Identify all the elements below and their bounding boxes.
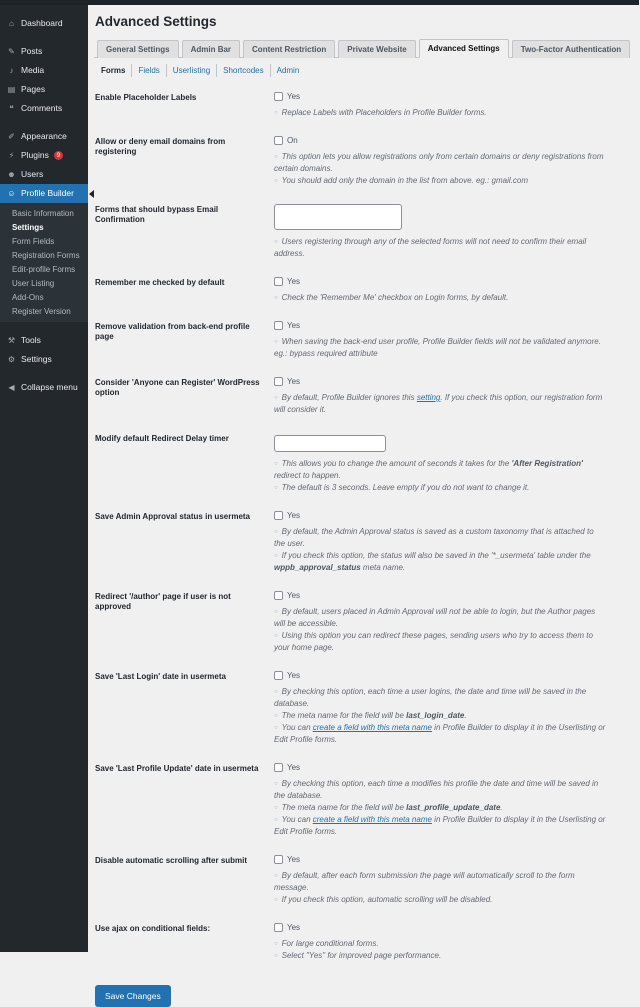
profile-builder-submenu xyxy=(0,203,88,322)
allow-deny-email-domains-option xyxy=(274,136,630,145)
setting-description xyxy=(274,686,606,746)
tab-two-factor-authentication[interactable]: Two-Factor Authentication xyxy=(512,40,630,58)
setting-description xyxy=(274,870,606,906)
setting-label: Save 'Last Login' date in usermeta xyxy=(95,672,226,681)
bullet-icon: ○ xyxy=(274,689,278,695)
tab-admin-bar[interactable]: Admin Bar xyxy=(182,40,240,58)
description-link[interactable]: create a field with this meta name xyxy=(312,815,432,824)
description-line: ○ By checking this option, each time a user logins, the date and time will be saved in the database. xyxy=(274,687,587,708)
sidebar-subitem-edit-profile-forms[interactable]: Edit-profile Forms xyxy=(12,264,76,274)
sidebar-item-label: Comments xyxy=(21,103,63,113)
sidebar-item-dashboard[interactable] xyxy=(0,14,88,33)
enable-placeholder-labels-option xyxy=(274,92,630,101)
disable-auto-scrolling-checkbox[interactable] xyxy=(274,855,283,864)
brush-icon: ✐ xyxy=(8,132,15,141)
bullet-icon: ○ xyxy=(274,633,278,639)
dashboard-icon: ⌂ xyxy=(9,19,14,28)
bullet-icon: ○ xyxy=(274,713,278,719)
setting-row-disable-auto-scrolling xyxy=(95,855,630,906)
bullet-icon: ○ xyxy=(274,178,278,184)
setting-row-redirect-delay-timer xyxy=(95,433,630,494)
description-line: ○ This option lets you allow registrations only from certain domains or deny registrations from certain domains. xyxy=(274,152,604,173)
sidebar-item-posts[interactable] xyxy=(0,42,88,61)
tab-content-restriction[interactable]: Content Restriction xyxy=(243,40,335,58)
sidebar-item-label: Profile Builder xyxy=(21,188,74,198)
wrench-icon: ⚒ xyxy=(7,336,16,345)
bullet-icon: ○ xyxy=(274,110,278,116)
admin-sidebar xyxy=(0,5,88,952)
sidebar-item-label: Posts xyxy=(21,46,43,56)
bullet-icon: ○ xyxy=(274,239,278,245)
description-line: ○ Select "Yes" for improved page performance. xyxy=(274,951,442,960)
setting-control xyxy=(274,511,630,574)
checkbox-label: Yes xyxy=(287,923,301,932)
setting-row-last-profile-update-usermeta xyxy=(95,763,630,838)
description-line: ○ Check the 'Remember Me' checkbox on Login forms, by default. xyxy=(274,293,509,302)
description-line: ○ You should add only the domain in the list from above. eg.: gmail.com xyxy=(274,176,528,185)
checkbox-label: Yes xyxy=(287,92,301,101)
setting-row-allow-deny-email-domains xyxy=(95,136,630,187)
remember-me-default-option xyxy=(274,277,630,286)
description-link[interactable]: setting xyxy=(416,393,441,402)
sidebar-item-label: Plugins xyxy=(21,150,49,160)
description-line: ○ Users registering through any of the selected forms will not need to confirm their email address. xyxy=(274,237,587,258)
setting-label: Remove validation from back-end profile page xyxy=(95,322,250,341)
pages-icon: ▤ xyxy=(7,85,16,94)
bullet-icon: ○ xyxy=(274,553,278,559)
anyone-can-register-checkbox[interactable] xyxy=(274,377,283,386)
setting-control xyxy=(274,92,630,119)
bullet-icon: ○ xyxy=(274,873,278,879)
sidebar-item-label: Collapse menu xyxy=(21,382,78,392)
setting-label: Save 'Last Profile Update' date in usermeta xyxy=(95,764,259,773)
setting-label: Save Admin Approval status in usermeta xyxy=(95,512,251,521)
description-bold-text: 'After Registration' xyxy=(511,459,583,468)
settings-page xyxy=(88,5,640,1001)
checkbox-label: Yes xyxy=(287,511,301,520)
sidebar-item-label: Pages xyxy=(21,84,46,94)
setting-label: Allow or deny email domains from registering xyxy=(95,137,226,156)
setting-control xyxy=(274,923,630,962)
description-line: ○ This allows you to change the amount of seconds it takes for the 'After Registration' redirect to happen. xyxy=(274,459,583,480)
subtab-userlisting[interactable]: Userlisting xyxy=(167,64,217,77)
setting-description xyxy=(274,392,606,416)
checkbox-label: Yes xyxy=(287,321,301,330)
description-line: ○ If you check this option, automatic scrolling will be disabled. xyxy=(274,895,493,904)
setting-row-remember-me-default xyxy=(95,277,630,304)
last-login-usermeta-option xyxy=(274,671,630,680)
description-line: ○ For large conditional forms. xyxy=(274,939,379,948)
admin-approval-usermeta-checkbox[interactable] xyxy=(274,511,283,520)
setting-label: Enable Placeholder Labels xyxy=(95,93,197,102)
subtab-admin[interactable]: Admin xyxy=(276,66,300,75)
setting-row-admin-approval-usermeta xyxy=(95,511,630,574)
setting-control xyxy=(274,321,630,360)
bullet-icon: ○ xyxy=(274,941,278,947)
description-line: ○ By default, Profile Builder ignores this setting. If you check this option, our registration form will consider it. xyxy=(274,393,603,414)
remember-me-default-checkbox[interactable] xyxy=(274,277,283,286)
setting-control xyxy=(274,277,630,304)
bullet-icon: ○ xyxy=(274,897,278,903)
subtab-forms[interactable]: Forms xyxy=(95,64,132,77)
setting-control xyxy=(274,377,630,416)
sidebar-item-label: Tools xyxy=(21,335,41,345)
subtab-shortcodes[interactable]: Shortcodes xyxy=(217,64,270,77)
comment-icon: ❝ xyxy=(9,104,14,113)
checkbox-label: Yes xyxy=(287,763,301,772)
tab-private-website[interactable]: Private Website xyxy=(338,40,415,58)
description-bold-text: last_profile_update_date xyxy=(406,803,501,812)
bypass-email-confirmation-select[interactable] xyxy=(274,204,402,230)
person-icon: ☺ xyxy=(7,189,16,198)
sidebar-item-pages[interactable] xyxy=(0,80,88,99)
gear-icon: ⚙ xyxy=(7,355,16,364)
redirect-author-page-checkbox[interactable] xyxy=(274,591,283,600)
anyone-can-register-option xyxy=(274,377,630,386)
bullet-icon: ○ xyxy=(274,529,278,535)
bullet-icon: ○ xyxy=(274,805,278,811)
users-icon: ☻ xyxy=(7,170,16,179)
description-line: ○ If you check this option, the status will also be saved in the '*_usermeta' table under the wppb_approval_status meta name. xyxy=(274,551,591,572)
description-link[interactable]: create a field with this meta name xyxy=(312,723,432,732)
description-line: ○ The default is 3 seconds. Leave empty if you do not want to change it. xyxy=(274,483,530,492)
setting-description xyxy=(274,292,606,304)
sidebar-item-tools[interactable] xyxy=(0,331,88,350)
bullet-icon: ○ xyxy=(274,154,278,160)
description-line: ○ When saving the back-end user profile, Profile Builder fields will not be validated anymore. eg.: bypass required attribute xyxy=(274,337,601,358)
description-line: ○ The meta name for the field will be last_login_date. xyxy=(274,711,467,720)
sidebar-item-label: Users xyxy=(21,169,44,179)
remove-backend-validation-option xyxy=(274,321,630,330)
redirect-delay-timer-input[interactable] xyxy=(274,435,386,452)
bullet-icon: ○ xyxy=(274,817,278,823)
setting-row-last-login-usermeta xyxy=(95,671,630,746)
description-line: ○ By default, the Admin Approval status is saved as a custom taxonomy that is attached to the user. xyxy=(274,527,594,548)
tab-general-settings[interactable]: General Settings xyxy=(97,40,179,58)
sidebar-item-appearance[interactable] xyxy=(0,127,88,146)
enable-placeholder-labels-checkbox[interactable] xyxy=(274,92,283,101)
setting-control xyxy=(274,204,630,260)
allow-deny-email-domains-checkbox[interactable] xyxy=(274,136,283,145)
description-line: ○ By default, after each form submission the page will automatically scroll to the form message. xyxy=(274,871,575,892)
last-profile-update-usermeta-checkbox[interactable] xyxy=(274,763,283,772)
sidebar-item-plugins[interactable] xyxy=(0,146,88,165)
sidebar-subitem-register-version[interactable]: Register Version xyxy=(12,306,71,316)
sidebar-subitem-basic-information[interactable]: Basic Information xyxy=(12,208,74,218)
sidebar-item-label: Media xyxy=(21,65,45,75)
setting-description xyxy=(274,236,606,260)
admin-layout xyxy=(0,5,639,1001)
sidebar-subitem-add-ons[interactable]: Add-Ons xyxy=(12,292,44,302)
bullet-icon: ○ xyxy=(274,485,278,491)
setting-row-remove-backend-validation xyxy=(95,321,630,360)
setting-description xyxy=(274,938,606,962)
sidebar-item-label: Dashboard xyxy=(21,18,63,28)
description-bold-text: last_login_date xyxy=(406,711,465,720)
save-changes-button[interactable]: Save Changes xyxy=(95,985,171,1007)
setting-control xyxy=(274,671,630,746)
last-profile-update-usermeta-option xyxy=(274,763,630,772)
setting-description xyxy=(274,778,606,838)
sidebar-item-label: Appearance xyxy=(21,131,67,141)
disable-auto-scrolling-option xyxy=(274,855,630,864)
description-line: ○ By checking this option, each time a modifies his profile the date and time will be saved in the database. xyxy=(274,779,599,800)
subtab-fields[interactable]: Fields xyxy=(132,64,166,77)
sidebar-item-profile-builder[interactable] xyxy=(0,184,88,203)
checkbox-label: Yes xyxy=(287,671,301,680)
setting-description xyxy=(274,526,606,574)
setting-label: Modify default Redirect Delay timer xyxy=(95,434,229,443)
description-line: ○ You can create a field with this meta name in Profile Builder to display it in the Userlisting or Edit Profile forms. xyxy=(274,815,606,836)
sidebar-item-comments[interactable] xyxy=(0,99,88,118)
sidebar-subitem-settings[interactable]: Settings xyxy=(12,222,44,232)
setting-row-redirect-author-page xyxy=(95,591,630,654)
setting-description xyxy=(274,336,606,360)
bullet-icon: ○ xyxy=(274,339,278,345)
pushpin-icon: ✎ xyxy=(8,47,15,56)
setting-description xyxy=(274,151,606,187)
redirect-author-page-option xyxy=(274,591,630,600)
ajax-conditional-fields-option xyxy=(274,923,630,932)
settings-form xyxy=(94,92,630,962)
tab-advanced-settings[interactable]: Advanced Settings xyxy=(419,39,509,58)
setting-control xyxy=(274,763,630,838)
settings-tabs xyxy=(94,39,630,58)
setting-row-bypass-email-confirmation xyxy=(95,204,630,260)
setting-control xyxy=(274,433,630,494)
setting-description xyxy=(274,458,606,494)
sidebar-subitem-registration-forms[interactable]: Registration Forms xyxy=(12,250,80,260)
sidebar-item-collapse[interactable] xyxy=(0,378,88,397)
bullet-icon: ○ xyxy=(274,395,278,401)
admin-approval-usermeta-option xyxy=(274,511,630,520)
setting-control xyxy=(274,591,630,654)
remove-backend-validation-checkbox[interactable] xyxy=(274,321,283,330)
description-line: ○ By default, users placed in Admin Approval will not be able to login, but the Author pages will be accessible. xyxy=(274,607,596,628)
setting-row-anyone-can-register xyxy=(95,377,630,416)
setting-control xyxy=(274,855,630,906)
checkbox-label: Yes xyxy=(287,855,301,864)
bullet-icon: ○ xyxy=(274,295,278,301)
checkbox-label: Yes xyxy=(287,377,301,386)
setting-label: Remember me checked by default xyxy=(95,278,225,287)
bullet-icon: ○ xyxy=(274,953,278,959)
update-count-badge: 9 xyxy=(54,151,63,160)
description-line: ○ You can create a field with this meta name in Profile Builder to display it in the Userlisting or Edit Profile forms. xyxy=(274,723,606,744)
sidebar-item-settings[interactable] xyxy=(0,350,88,369)
bullet-icon: ○ xyxy=(274,461,278,467)
setting-label: Forms that should bypass Email Confirmation xyxy=(95,205,219,224)
sidebar-item-media[interactable] xyxy=(0,61,88,80)
checkbox-label: Yes xyxy=(287,591,301,600)
collapse-arrow-icon: ◀ xyxy=(8,383,15,392)
bullet-icon: ○ xyxy=(274,781,278,787)
setting-description xyxy=(274,606,606,654)
media-icon: ♪ xyxy=(9,66,14,75)
description-bold-text: wppb_approval_status xyxy=(274,563,361,572)
checkbox-label: On xyxy=(287,136,298,145)
sidebar-item-label: Settings xyxy=(21,354,52,364)
setting-description xyxy=(274,107,606,119)
settings-subtabs xyxy=(95,64,630,77)
description-line: ○ The meta name for the field will be last_profile_update_date. xyxy=(274,803,503,812)
setting-control xyxy=(274,136,630,187)
setting-label: Consider 'Anyone can Register' WordPress option xyxy=(95,378,260,397)
page-title: Advanced Settings xyxy=(95,14,217,29)
setting-row-ajax-conditional-fields xyxy=(95,923,630,962)
setting-label: Disable automatic scrolling after submit xyxy=(95,856,248,865)
checkbox-label: Yes xyxy=(287,277,301,286)
description-line: ○ Using this option you can redirect these pages, sending users who try to access them to your home page. xyxy=(274,631,593,652)
last-login-usermeta-checkbox[interactable] xyxy=(274,671,283,680)
sidebar-item-users[interactable] xyxy=(0,165,88,184)
sidebar-subitem-user-listing[interactable]: User Listing xyxy=(12,278,55,288)
setting-label: Use ajax on conditional fields: xyxy=(95,924,211,933)
bullet-icon: ○ xyxy=(274,609,278,615)
plugin-icon: ⚡ xyxy=(8,151,15,160)
setting-row-enable-placeholder-labels xyxy=(95,92,630,119)
ajax-conditional-fields-checkbox[interactable] xyxy=(274,923,283,932)
description-line: ○ Replace Labels with Placeholders in Profile Builder forms. xyxy=(274,108,487,117)
bullet-icon: ○ xyxy=(274,725,278,731)
setting-label: Redirect '/author' page if user is not approved xyxy=(95,592,231,611)
sidebar-subitem-form-fields[interactable]: Form Fields xyxy=(12,236,55,246)
